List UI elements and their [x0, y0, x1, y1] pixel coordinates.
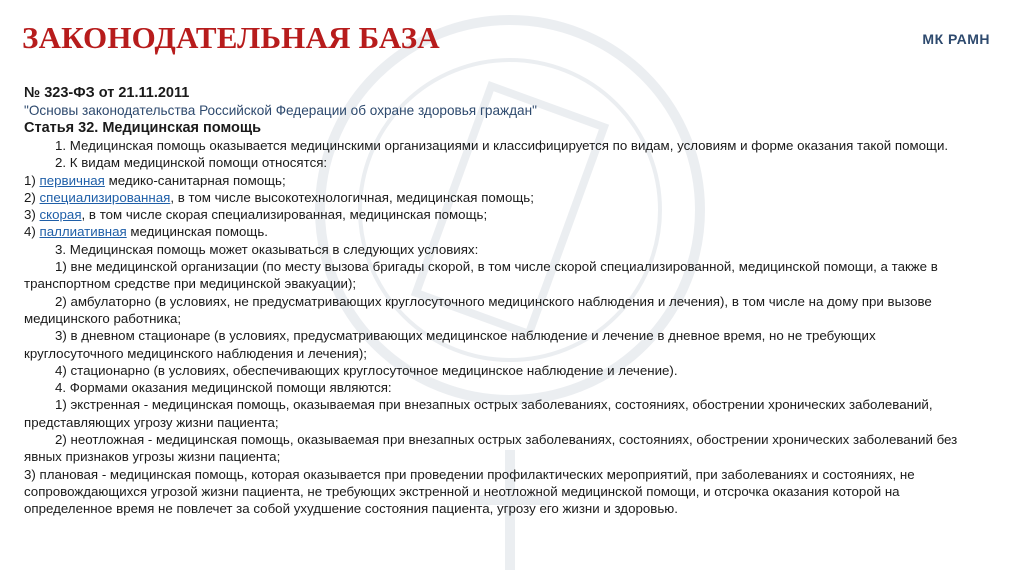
care-type-item: 2) специализированная, в том числе высокотехнологичная, медицинская помощь; — [24, 189, 534, 205]
condition-3-cont: круглосуточного медицинского наблюдения и лечения); — [24, 345, 367, 361]
paragraph-4: 4. Формами оказания медицинской помощи являются: — [55, 380, 392, 396]
link-palliative-care[interactable]: паллиативная — [39, 224, 127, 240]
paragraph-2: 2. К видам медицинской помощи относятся: — [55, 155, 328, 171]
form-1: 1) экстренная - медицинская помощь, оказываемая при внезапных острых заболеваниях, состояниях, обострении хронических заболеваний, — [55, 397, 933, 413]
paragraph-3: 3. Медицинская помощь может оказываться в следующих условиях: — [55, 241, 479, 257]
form-2: 2) неотложная - медицинская помощь, оказываемая при внезапных острых заболеваниях, состояниях, обострении хронических заболеваний без — [55, 432, 958, 448]
care-type-item: 4) паллиативная медицинская помощь. — [24, 224, 268, 240]
law-number: № 323-ФЗ от 21.11.2011 — [24, 85, 190, 101]
article-heading: Статья 32. Медицинская помощь — [24, 120, 262, 136]
condition-1-cont: транспортном средстве при медицинской эвакуации); — [24, 276, 357, 292]
paragraph-1: 1. Медицинская помощь оказывается медицинскими организациями и классифицируется по видам, условиям и форме оказания такой помощи. — [55, 138, 949, 153]
condition-1: 1) вне медицинской организации (по месту вызова бригады скорой, в том числе скорой специализированной, медицинской помощи, а также в — [55, 259, 938, 275]
form-3-cont: сопровождающихся угрозой жизни пациента, не требующих экстренной и неотложной медицинской помощи, и отсрочка оказания которой на — [24, 483, 900, 499]
page-title: ЗАКОНОДАТЕЛЬНАЯ БАЗА — [22, 20, 440, 55]
form-2-cont: явных признаков угрозы жизни пациента; — [24, 449, 281, 465]
care-type-item: 1) первичная медико-санитарная помощь; — [24, 172, 286, 188]
brand-logo: МК РАМН — [922, 31, 990, 47]
condition-2-cont: медицинского работника; — [24, 310, 182, 326]
link-primary-care[interactable]: первичная — [39, 172, 105, 188]
form-3-cont: определенное время не повлечет за собой ухудшение состояния пациента, угрозу его жизни и здоровью. — [24, 501, 678, 517]
condition-3: 3) в дневном стационаре (в условиях, предусматривающих медицинское наблюдение и лечение в дневное время, но не требующих — [55, 328, 876, 344]
law-title: "Основы законодательства Российской Федерации об охране здоровья граждан" — [24, 103, 537, 118]
condition-4: 4) стационарно (в условиях, обеспечивающих круглосуточное медицинское наблюдение и лечение). — [55, 362, 678, 378]
form-1-cont: представляющих угрозу жизни пациента; — [24, 414, 279, 430]
law-content — [24, 84, 1004, 518]
form-3: 3) плановая - медицинская помощь, которая оказывается при проведении профилактических мероприятий, при заболеваниях и состояниях, не — [24, 466, 915, 482]
condition-2: 2) амбулаторно (в условиях, не предусматривающих круглосуточного медицинского наблюдения и лечения), в том числе на дому при вызове — [55, 293, 932, 309]
link-emergency-care[interactable]: скорая — [39, 207, 82, 223]
care-type-item: 3) скорая, в том числе скорая специализированная, медицинская помощь; — [24, 207, 488, 223]
link-specialized-care[interactable]: специализированная — [39, 189, 171, 205]
